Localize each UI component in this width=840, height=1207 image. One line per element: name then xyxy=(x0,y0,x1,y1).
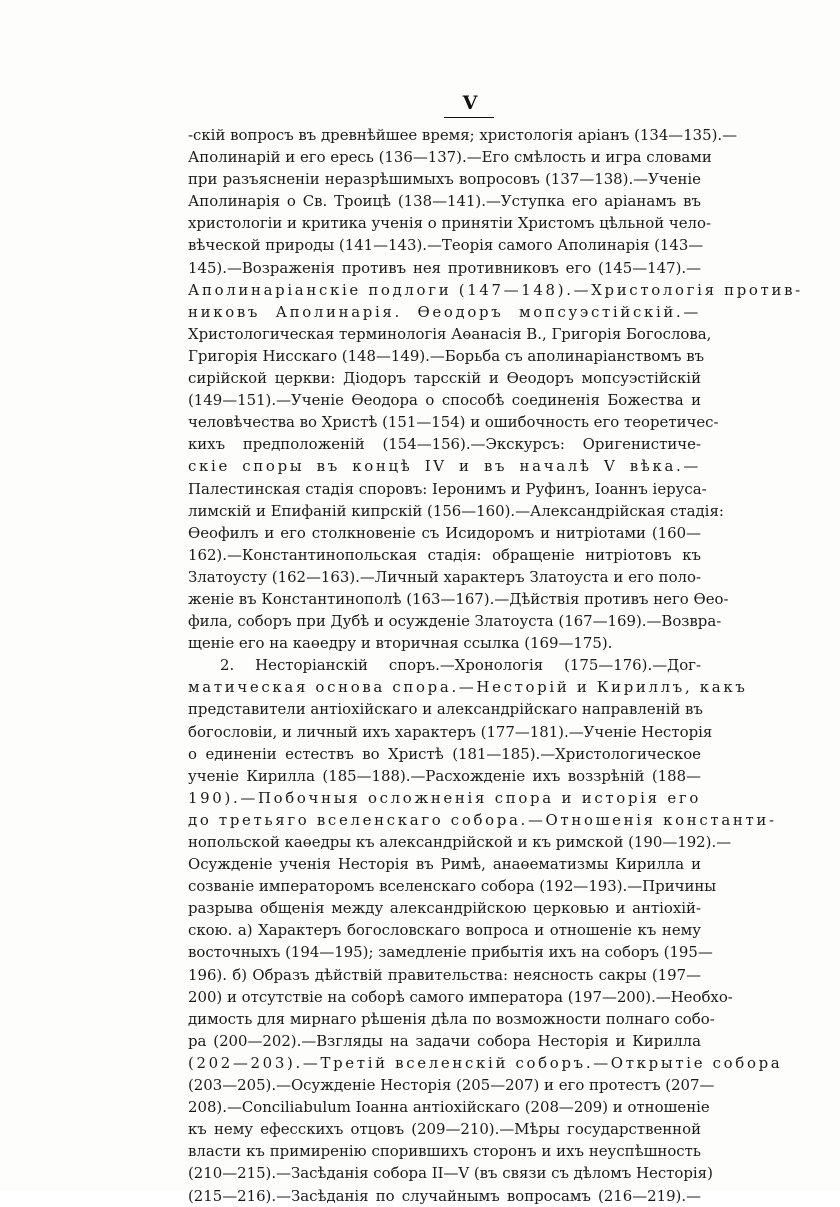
text-body xyxy=(188,124,803,1207)
text-line: Осужденіе ученія Несторія въ Римѣ, анаөематизмы Кирилла и xyxy=(188,855,701,874)
text-line: женіе въ Константинополѣ (163—167).—Дѣйствія противъ него Өео- xyxy=(188,589,729,608)
text-line-spaced: до третьяго вселенскаго собора.—Отношенія константи- xyxy=(188,810,777,829)
text-line: восточныхъ (194—195); замедленіе прибытія ихъ на соборъ (195— xyxy=(188,943,713,962)
text-line: 145).—Возраженія противъ нея противниковъ его (145—147).— xyxy=(188,258,701,277)
text-line: скою. а) Характеръ богословскаго вопроса и отношеніе къ нему xyxy=(188,921,701,940)
text-line: созваніе императоромъ вселенскаго собора (192—193).—Причины xyxy=(188,877,717,896)
text-line: сирійской церкви: Діодоръ тарсскій и Өеодоръ мопсуэстійскій xyxy=(188,369,701,388)
text-line: человѣчества во Христѣ (151—154) и ошибочность его теоретичес- xyxy=(188,413,719,432)
page-number-rule xyxy=(444,117,494,118)
text-line-spaced: (202—203).—Третій вселенскій соборъ.—Открытіе собора xyxy=(188,1053,783,1072)
text-line: христологіи и критика ученія о принятіи Христомъ цѣльной чело- xyxy=(188,214,712,233)
text-line-spaced: Аполинаріанскіе подлоги (147—148).—Христологія против- xyxy=(188,280,803,299)
text-line: Аполинарій и его ересь (136—137).—Его смѣлость и игра словами xyxy=(188,148,712,167)
text-line: къ нему ефесскихъ отцовъ (209—210).—Мѣры государственной xyxy=(188,1120,701,1139)
text-line: 200) и отсутствіе на соборѣ самого императора (197—200).—Необхо- xyxy=(188,987,733,1006)
page-number: V xyxy=(462,92,478,114)
text-line: Өеофилъ и его столкновеніе съ Исидоромъ и нитріотами (160— xyxy=(188,523,701,542)
text-line: 208).—Conciliabulum Іоанна антіохійскаго (208—209) и отношеніе xyxy=(188,1098,710,1117)
text-line: разрыва общенія между александрійскою церковью и антіохій- xyxy=(188,899,701,918)
text-line: вѣческой природы (141—143).—Теорія самого Аполинарія (143— xyxy=(188,236,704,255)
text-line: о единеніи естествъ во Христѣ (181—185).—Христологическое xyxy=(188,744,701,763)
text-line: лимскій и Епифаній кипрскій (156—160).—Александрійская стадія: xyxy=(188,501,724,520)
text-line-spaced: никовъ Аполинарія. Өеодоръ мопсуэстійскій.— xyxy=(188,302,701,321)
text-line: (210—215).—Засѣданія собора II—V (въ связи съ дѣломъ Несторія) xyxy=(188,1164,713,1183)
text-line: Христологическая терминологія Аөанасія В., Григорія Богослова, xyxy=(188,324,712,343)
text-line: нопольской каөедры къ александрійской и къ римской (190—192).— xyxy=(188,833,732,851)
text-line: -скій вопросъ въ древнѣйшее время; христологія аріанъ (134—135).— xyxy=(188,126,738,144)
text-line-paragraph-end: щеніе его на каөедру и вторичная ссылка (169—175). xyxy=(188,634,613,653)
text-line: (215—216).—Засѣданія по случайнымъ вопросамъ (216—219).— xyxy=(188,1186,701,1205)
text-line: 196). б) Образъ дѣйствій правительства: неясность сакры (197— xyxy=(188,965,701,984)
text-line: ученіе Кирилла (185—188).—Расхожденіе ихъ воззрѣній (188— xyxy=(188,766,701,785)
text-line: при разъясненіи неразрѣшимыхъ вопросовъ (137—138).—Ученіе xyxy=(188,170,701,189)
text-line: Аполинарія о Св. Троицѣ (138—141).—Уступка его аріанамъ въ xyxy=(188,192,701,211)
text-line-spaced: скіе споры въ концѣ IV и въ началѣ V вѣка.— xyxy=(188,457,701,476)
text-line-spaced: матическая основа спора.—Несторій и Кириллъ, какъ xyxy=(188,678,748,697)
text-line: Златоусту (162—163).—Личный характеръ Златоуста и его поло- xyxy=(188,567,701,586)
text-line: димость для мирнаго рѣшенія дѣла по возможности полнаго собо- xyxy=(188,1009,715,1028)
text-line-paragraph-start: 2. Несторіанскій споръ.—Хронологія (175—176).—Дог- xyxy=(220,656,701,675)
text-line: власти къ примиренію спорившихъ сторонъ и ихъ неуспѣшность xyxy=(188,1142,701,1161)
text-line: богословіи, и личный ихъ характеръ (177—181).—Ученіе Несторія xyxy=(188,722,713,741)
text-line: представители антіохійскаго и александрійскаго направленій въ xyxy=(188,700,703,719)
text-line: ра (200—202).—Взгляды на задачи собора Несторія и Кирилла xyxy=(188,1031,701,1050)
text-line: фила, соборъ при Дубѣ и осужденіе Златоуста (167—169).—Возвра- xyxy=(188,612,722,631)
text-line: Палестинская стадія споровъ: Іеронимъ и Руфинъ, Іоаннъ іерусa- xyxy=(188,479,707,498)
text-line-spaced: 190).—Побочныя осложненія спора и исторія его xyxy=(188,788,701,807)
text-line: Григорія Нисскаго (148—149).—Борьба съ аполинаріанствомъ въ xyxy=(188,346,705,365)
text-line: кихъ предположеній (154—156).—Экскурсъ: Оригенистиче- xyxy=(188,435,701,454)
text-line: 162).—Константинопольская стадія: обращеніе нитріотовъ къ xyxy=(188,545,701,564)
text-line: (203—205).—Осужденіе Несторія (205—207) и его протестъ (207— xyxy=(188,1076,715,1095)
text-line: (149—151).—Ученіе Өеодора о способѣ соединенія Божества и xyxy=(188,391,701,410)
